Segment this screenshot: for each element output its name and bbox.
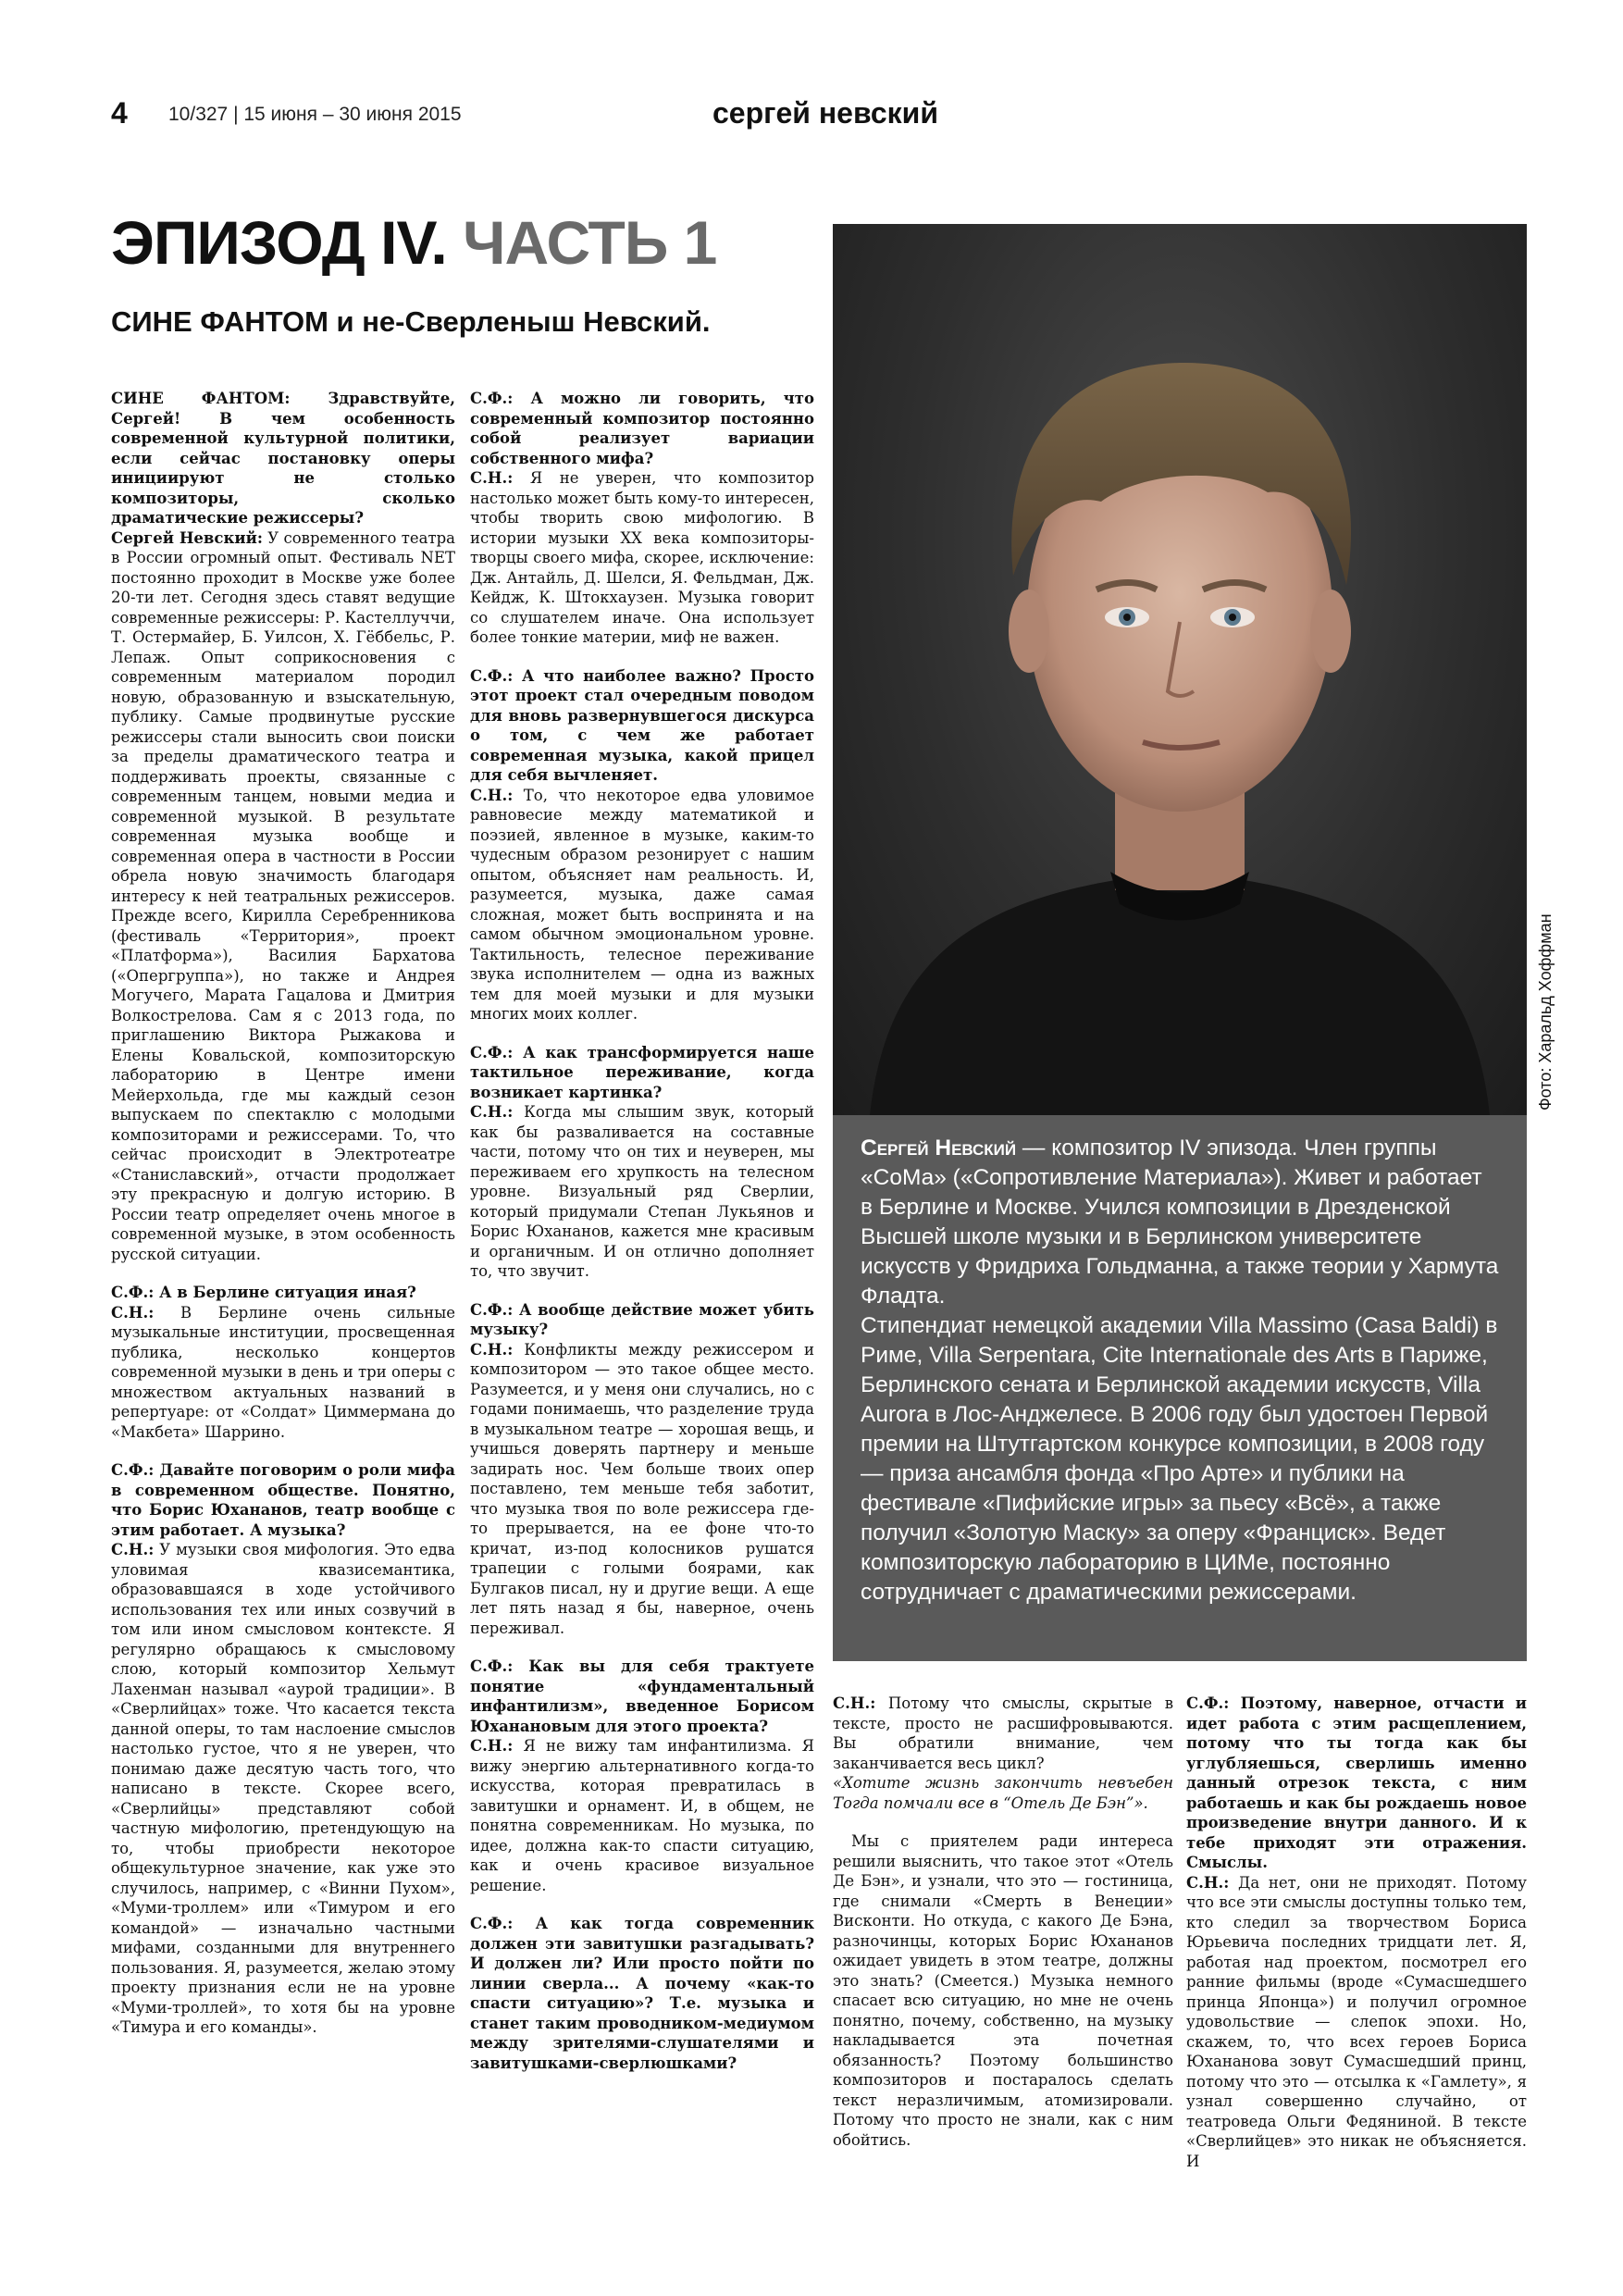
- question: С.Ф.: А можно ли говорить, что современный композитор постоянно собой реализует вариации собственного мифа?: [470, 390, 814, 467]
- answer: Когда мы слышим звук, который как бы разваливается на составные части, потому что он тих и неуверен, мы переживаем его хрупкость на телесном уровне. Визуальный ряд Сверлии, который придумали Степан Лукьянов и Борис Юхананов, кажется мне красивым и органичным. И он отлично дополняет то, что звучит.: [470, 1103, 814, 1280]
- column-1: [111, 389, 455, 2056]
- speaker-label: С.Н.:: [470, 1340, 514, 1359]
- answer: Я не вижу там инфантилизма. Я вижу энергию альтернативного когда-то искусства, которая превратилась в завитушки и орнамент. И, в общем, не понятна современникам. Но музыка, по идее, должна как-то спасти ситуацию, как и очень красивое визуальное решение.: [470, 1737, 814, 1894]
- question: С.Ф.: А как тогда современник должен эти завитушки разгадывать? И должен ли? Или просто пойти по линии сверла... А почему «как-то спасти ситуацию»? Т.е. музыка и станет таким проводником-медиумом между зрителями-слушателями и завитушками-сверлюшками?: [470, 1915, 814, 2072]
- column-3: [833, 1694, 1173, 2168]
- column-4: [1186, 1694, 1527, 2190]
- answer: У современного театра в России огромный опыт. Фестиваль NET постоянно проходит в Москве уже более 20-ти лет. Сегодня здесь ставят ведущие современные режиссеры: Р. Кастеллуччи, Т. Остермайер, Б. Уилсон, Х. Гёббельс, Р. Лепаж. Опыт соприкосновения с современным материалом породил новую, образованную и взыскательную, публику. Самые продвинутые русские режиссеры стали выносить свои поиски за пределы драматического театра и поддерживать проекты, связанные с современным танцем, новыми медиа и современной музыкой. В результате современная музыка вообще и современная опера в частности в России обрела новую значимость благодаря интересу к ней театральных режиссеров. Прежде всего, Кирилла Серебренникова (фестиваль «Территория», проект «Платформа»), Василия Бархатова («Опергруппа»), но также и Андрея Могучего, Марата Гацалова и Дмитрия Волкострелова. Сам я с 2013 года, по приглашению Виктора Рыжакова и Елены Ковальской, композиторскую лабораторию в Центре имени Мейерхольда, где мы каждый сезон выпускаем по спектаклю с молодыми композиторами и режиссерами. То, что сейчас происходит в Электротеатре «Станиславский», отчасти продолжает эту прекрасную и долгую историю. В России театр определяет очень многое в современной музыке, в этом особенность русской ситуации.: [111, 528, 455, 1263]
- bio-name: Сергей Невский: [861, 1136, 1017, 1160]
- speaker-label: С.Н.:: [1186, 1873, 1230, 1892]
- column-2: [470, 389, 814, 2091]
- answer: В Берлине очень сильные музыкальные институции, просвещенная публика, несколько концертов современной музыки в день и три оперы с множеством актуальных названий в репертуаре: от «Солдат» Циммермана до «Макбета» Шаррино.: [111, 1303, 455, 1441]
- title-episode: ЭПИЗОД IV.: [111, 208, 447, 277]
- article-subtitle: СИНЕ ФАНТОМ и не-Сверленыш Невский.: [111, 305, 711, 338]
- article-title: [111, 207, 716, 278]
- page-header: [111, 96, 1508, 135]
- title-part: ЧАСТЬ 1: [463, 208, 717, 277]
- speaker-label: С.Н.:: [470, 786, 514, 804]
- page-number: 4: [111, 96, 128, 130]
- speaker-label: С.Н.:: [470, 1737, 514, 1755]
- answer: У музыки своя мифология. Это едва уловимая квазисемантика, образовавшаяся в ходе устойчивого использования тех или иных созвучий в том или ином смысловом контексте. Я регулярно обращаюсь к смысловому слою, который композитор Хельмут Лахенман называл «аурой традиции». В «Сверлийцах» тоже. Что касается текста данной оперы, то там наслоение смыслов настолько густое, что я не уверен, что понимаю даже десятую часть того, что написано в тексте. Скорее всего, «Сверлийцы» представляют собой частную мифологию, претендующую на то, чтобы приобрести некоторое общекультурное значение, как уже это случилось, например, с «Винни Пухом», «Муми-троллем» или «Тимуром и его командой» — изначально частными мифами, созданными для внутреннего пользования. Я, разумеется, желаю этому проекту признания если не на уровне «Муми-троллей», то хотя бы на уровне «Тимура и его команды».: [111, 1541, 455, 2036]
- answer: Да нет, они не приходят. Потому что все эти смыслы доступны только тем, кто следил за творчеством Бориса Юрьевича последних тридцати лет. Я, работая над проектом, посмотрел его ранние фильмы (вроде «Сумасшедшего принца Японца») и получил огромное удовольствие — слепок эпохи. Но, скажем, то, что всех героев Бориса Юханановa зовут Сумасшедший принц, потому что это — отсылка к «Гамлету», я узнал совершенно случайно, от театроведа Ольги Федяниной. В тексте «Сверлийцев» это никак не объясняется. И: [1186, 1873, 1527, 2170]
- answer: Потому что смыслы, скрытые в тексте, просто не расшифровываются. Вы обратили внимание, чем заканчивается весь цикл?: [833, 1694, 1173, 1772]
- speaker-label: С.Н.:: [111, 1541, 155, 1558]
- question: С.Ф.: А вообще действие может убить музыку?: [470, 1300, 814, 1338]
- bio-text: — композитор IV эпизода. Член группы «СоМа» («Сопротивление Материала»). Живет и работает в Берлине и Москве. Учился композиции в Дрезденской Высшей школе музыки и в Берлинском университете искусств у Фридриха Гольдманна, а также теории у Хармута Фладта.: [861, 1136, 1499, 1309]
- issue-info: 10/327 | 15 июня – 30 июня 2015: [168, 104, 462, 125]
- bio-box: [833, 1115, 1527, 1661]
- answer: Я не уверен, что композитор настолько может быть кому-то интересен, чтобы творить свою мифологию. В истории музыки XX века композиторы-творцы своего мифа, скорее, исключение: Дж. Антайль, Д. Шелси, Я. Фельдман, Дж. Кейдж, К. Штокхаузен. Музыка говорит со слушателем иначе. Она использует более тонкие материи, миф не важен.: [470, 469, 814, 646]
- speaker-label: Сергей Невский:: [111, 528, 263, 547]
- speaker-label: С.Н.:: [470, 1103, 514, 1121]
- question: С.Ф.: А что наиболее важно? Просто этот проект стал очередным поводом для вновь развернувшегося дискурса о том, с чем же работает современная музыка, какой прицел для себя вычленяет.: [470, 666, 814, 784]
- answer: Мы с приятелем ради интереса решили выяснить, что такое этот «Отель Де Бэн», и узнали, что это — гостиница, где снимали «Смерть в Венеции» Висконти. Но откуда, с какого Де Бэна, разночинцы, которых Борис Юхананов ожидает увидеть в этом театре, должны это знать? (Смеется.) Музыка немного спасает всю ситуацию, но мне не очень понятно, почему, собственно, на музыку накладывается эта почетная обязанность? Поэтому большинство композиторов и постаралось сделать текст неразличимым, атомизировали. Потому что просто не знали, как с ним обойтись.: [833, 1832, 1173, 2149]
- answer: Конфликты между режиссером и композитором — это такое общее место. Разумеется, и у меня они случались, но с годами понимаешь, что разделение труда в музыкальном театре — хорошая вещь, и учишься доверять партнеру и меньше задирать нос. Чем больше твоих опер поставлено, тем меньше тебя заботит, что музыка твоя по воле режиссера где-то прерывается, на ее фоне что-то кричат, из-под колосников рушатся трапеции с голыми боярами, как Булгаков писал, ну и другие вещи. А еще лет пять назад я бы, наверное, очень переживал.: [470, 1340, 814, 1637]
- question: С.Ф.: Как вы для себя трактуете понятие «фундаментальный инфантилизм», введенное Борисом Юханановым для этого проекта?: [470, 1657, 814, 1735]
- quote: «Хотите жизнь закончить невъебен Тогда помчали все в “Отель Де Бэн”».: [833, 1774, 1173, 1812]
- speaker-label: С.Н.:: [111, 1303, 155, 1322]
- portrait-photo: [833, 224, 1527, 1115]
- question: С.Ф.: А в Берлине ситуация иная?: [111, 1284, 416, 1301]
- speaker-label: С.Н.:: [833, 1694, 876, 1712]
- question: С.Ф.: Поэтому, наверное, отчасти и идет работа с этим расщеплением, потому что ты тогда как бы углубляешься, сверлишь именно данный отрезок текста, с ним работаешь и как бы рождаешь новое произведение внутри данного. И к тебе приходят эти отражения. Смыслы.: [1186, 1694, 1527, 1871]
- question: С.Ф.: А как трансформируется наше тактильное переживание, когда возникает картинка?: [470, 1043, 814, 1101]
- question: С.Ф.: Давайте поговорим о роли мифа в современном обществе. Понятно, что Борис Юхананов, театр вообще с этим работает. А музыка?: [111, 1461, 455, 1539]
- portrait-illustration: [833, 224, 1527, 1115]
- bio-text: Стипендиат немецкой академии Villa Massimo (Casa Baldi) в Риме, Villa Serpentara, Cite Internationale des Arts в Париже, Берлинского сената и Берлинской академии искусств, Villa Aurora в Лос-Анджелесе. В 2006 году был удостоен Первой премии на Штутгартском конкурсе композиции, в 2008 году — приза ансамбля фонда «Про Арте» и публики на фестивале «Пифийские игры» за пьесу «Всё», а также получил «Золотую Маску» за оперу «Франциск». Ведет композиторскую лабораторию в ЦИМе, постоянно сотрудничает с драматическими режиссерами.: [861, 1313, 1498, 1605]
- photo-credit: Фото: Харальд Хоффман: [1536, 913, 1555, 1111]
- header-author: сергей невский: [712, 96, 938, 130]
- question: СИНЕ ФАНТОМ: Здравствуйте, Сергей! В чем особенность современной культурной политики, если сейчас постановку оперы инициируют не столько композиторы, сколько драматические режиссеры?: [111, 390, 455, 527]
- answer: То, что некоторое едва уловимое равновесие между математикой и поэзией, явленное в музыке, каким-то чудесным образом резонирует с нашим опытом, объясняет нам реальность. И, разумеется, музыка, даже самая сложная, может быть воспринята и на самом обычном эмоциональном уровне. Тактильность, телесное переживание звука исполнителем — одна из важных тем для моей музыки и для музыки многих моих коллег.: [470, 786, 814, 1023]
- speaker-label: С.Н.:: [470, 469, 514, 487]
